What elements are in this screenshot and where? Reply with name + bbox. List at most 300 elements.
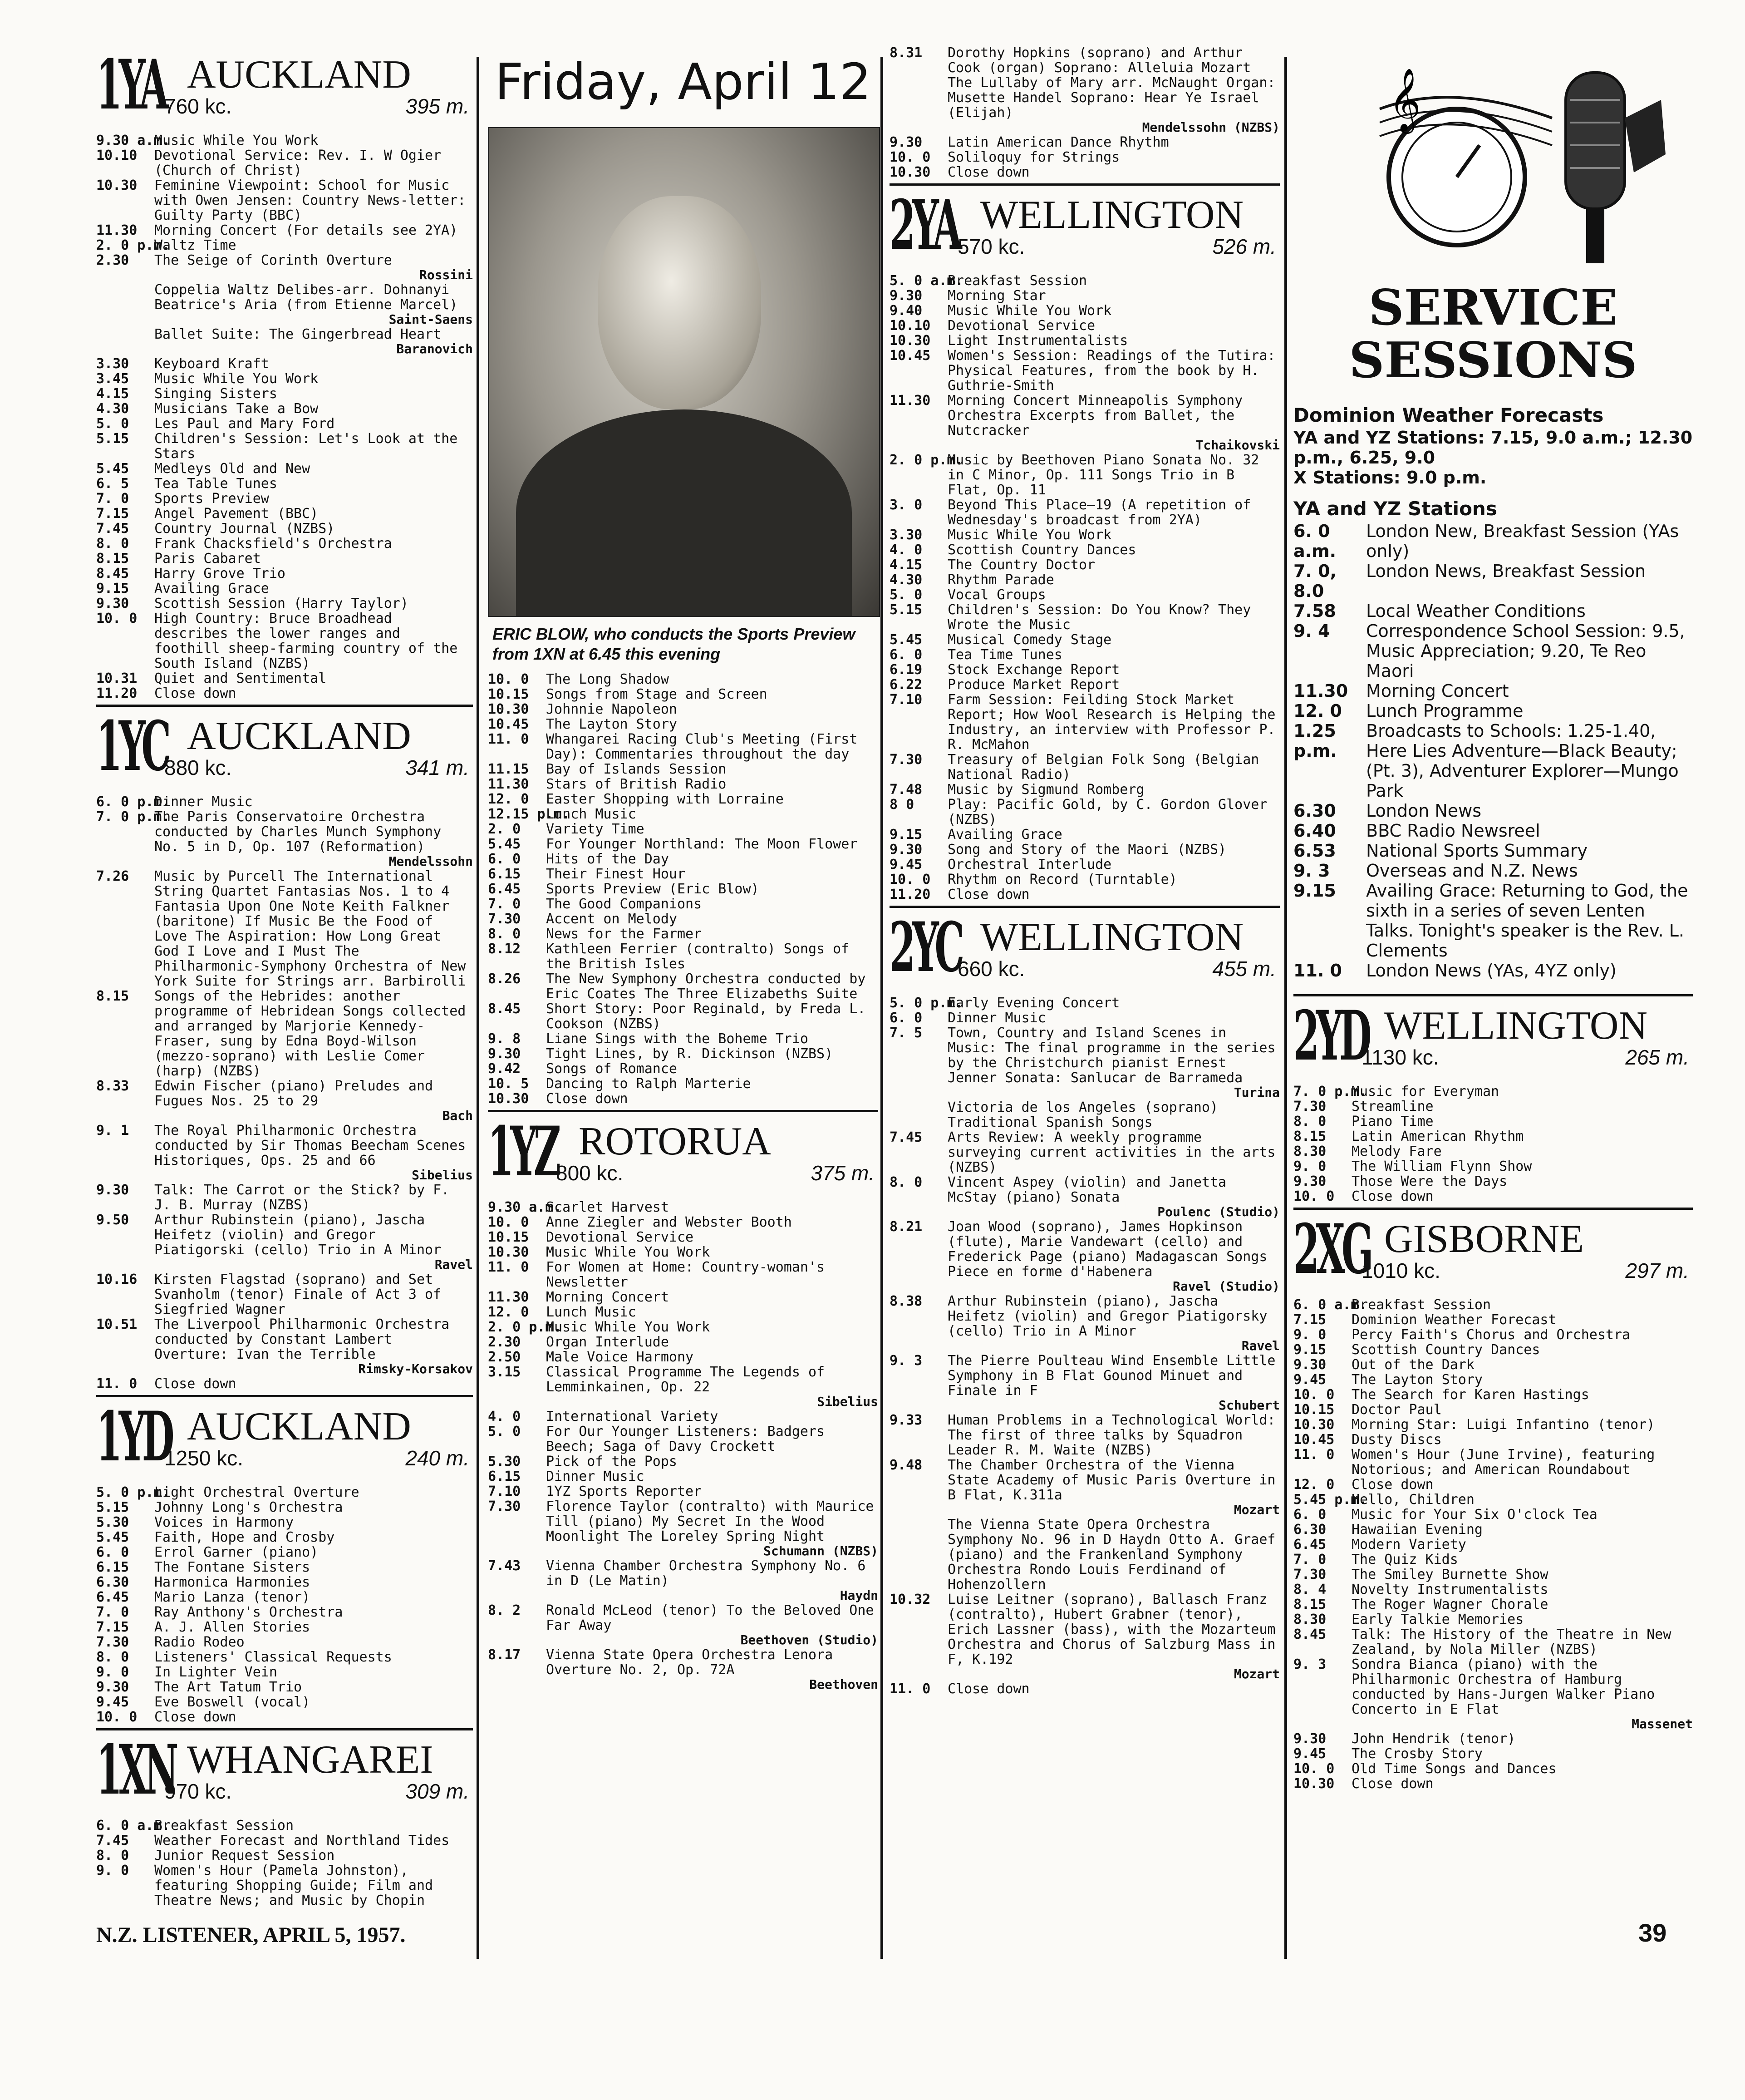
programme-row	[96, 401, 473, 416]
programme-time: 8.26	[488, 971, 521, 987]
programme-time: 10. 0	[488, 1214, 529, 1230]
programme-row	[890, 1294, 1280, 1339]
programme-title: Coppelia Waltz Delibes-arr. Dohnanyi	[154, 282, 450, 298]
station-frequency: 970 kc.	[164, 1780, 232, 1803]
service-row	[1293, 561, 1693, 601]
programme-row	[96, 1560, 473, 1575]
programme-time: 10. 0	[488, 671, 529, 687]
programme-title: Women's Hour (June Irvine), featuring Notorious; and American Roundabout	[1352, 1447, 1655, 1478]
station-call-sign: 2YD	[1293, 996, 1368, 1076]
programme-time: 10.30	[488, 1091, 529, 1107]
programme-time: 7. 0 p.m.	[96, 809, 170, 825]
programme-row	[890, 827, 1280, 842]
programme-title: In Lighter Vein	[154, 1664, 277, 1680]
programme-row	[488, 897, 878, 912]
programme-title: Their Finest Hour	[546, 866, 686, 882]
programme-row	[890, 542, 1280, 557]
programme-row	[96, 1079, 473, 1109]
service-row	[1293, 861, 1693, 881]
programme-title: Beatrice's Aria (from Etienne Marcel)	[154, 297, 458, 313]
composer: Sibelius	[412, 1168, 473, 1183]
station-wavelength: 240 m.	[405, 1446, 469, 1470]
programme-time: 9.15	[890, 827, 923, 843]
programme-title: Breakfast Session	[1352, 1297, 1491, 1313]
programme-time: 5.15	[96, 431, 129, 447]
programme-time: 11. 0	[1293, 1447, 1335, 1463]
service-title: Broadcasts to Schools: 1.25-1.40, Here Lies Adventure—Black Beauty; (Pt. 3), Adventurer Explorer—Mungo Park	[1366, 721, 1679, 801]
programme-time: 7. 5	[890, 1025, 923, 1041]
service-time: 11. 0	[1293, 961, 1342, 981]
programme-title: Vocal Groups	[948, 587, 1046, 603]
programme-time: 5. 0 a.m.	[890, 273, 963, 289]
programme-time: 6.15	[488, 866, 521, 882]
programme-time: 6.19	[890, 662, 923, 678]
programme-row	[96, 416, 473, 431]
programme-row	[96, 1665, 473, 1680]
programme-title: Women's Session: Readings of the Tutira: Physical Features, from the book by H. Guthrie-Smith	[948, 348, 1276, 394]
portrait-face	[598, 196, 761, 409]
programme-row	[1293, 1746, 1693, 1761]
programme-title: Soliloquy for Strings	[948, 149, 1120, 165]
programme-time: 10.45	[1293, 1432, 1335, 1448]
programme-title: Close down	[546, 1091, 628, 1107]
programme-time: 8.30	[1293, 1144, 1327, 1159]
composer: Beethoven	[809, 1677, 878, 1692]
programme-time: 7. 0 p.m.	[1293, 1084, 1367, 1099]
programme-title: Errol Garner (piano)	[154, 1544, 319, 1560]
programme-time: 8. 0	[96, 536, 129, 552]
service-time: 6. 0 a.m.	[1293, 521, 1337, 561]
programme-row	[890, 453, 1280, 498]
programme-title: Morning Star: Luigi Infantino (tenor)	[1352, 1417, 1655, 1433]
programme-title: Feminine Viewpoint: School for Music with Owen Jensen: Country News-letter: Guilty Party (BBC)	[154, 177, 466, 223]
programme-time: 8.17	[488, 1647, 521, 1663]
programme-row	[1293, 1492, 1693, 1507]
service-title: Overseas and N.Z. News	[1366, 861, 1578, 881]
programme-row	[1293, 1357, 1693, 1372]
station-call-sign: 1XN	[96, 1730, 175, 1810]
programme-row	[96, 461, 473, 476]
programme-title: Scarlet Harvest	[546, 1199, 669, 1215]
programme-title: Musical Comedy Stage	[948, 632, 1112, 648]
programme-title: Johnnie Napoleon	[546, 701, 677, 717]
programme-title: Novelty Instrumentalists	[1352, 1582, 1548, 1597]
programme-title: Johnny Long's Orchestra	[154, 1499, 343, 1515]
programme-title: Beyond This Place—19 (A repetition of Wednesday's broadcast from 2YA)	[948, 497, 1251, 528]
programme-time	[96, 327, 154, 342]
station-header	[488, 1112, 878, 1197]
programme-title: Close down	[154, 1709, 236, 1725]
programme-title: Easter Shopping with Lorraine	[546, 791, 784, 807]
composer: Mozart	[1234, 1502, 1280, 1517]
programme-row	[488, 1046, 878, 1061]
programme-row	[488, 1076, 878, 1091]
programme-title: John Hendrik (tenor)	[1352, 1731, 1516, 1747]
programme-title: Victoria de los Angeles (soprano) Traditional Spanish Songs	[948, 1099, 1219, 1130]
programme-time: 5. 0	[96, 416, 129, 432]
programme-title: Morning Star	[948, 288, 1046, 304]
station-call-sign: 2YA	[890, 185, 959, 265]
station-frequency: 1130 kc.	[1362, 1045, 1439, 1069]
composer: Bach	[442, 1108, 473, 1123]
composer: Massenet	[1632, 1716, 1693, 1731]
programme-row	[96, 581, 473, 596]
column-divider	[880, 57, 883, 1959]
programme-time: 3.30	[890, 527, 923, 543]
programme-title: Vienna State Opera Orchestra Lenora Overture No. 2, Op. 72A	[546, 1647, 833, 1678]
programme-row	[890, 692, 1280, 752]
programme-title: Orchestral Interlude	[948, 857, 1112, 873]
programme-time: 9.15	[96, 581, 129, 596]
station-header	[96, 45, 473, 130]
programme-time: 11.30	[96, 222, 138, 238]
programme-time: 10.15	[488, 686, 529, 702]
programme-row	[890, 572, 1280, 587]
programme-row	[1293, 1432, 1693, 1447]
programme-title: Melody Fare	[1352, 1144, 1442, 1159]
programme-row	[488, 1061, 878, 1076]
service-row	[1293, 821, 1693, 841]
programme-time: 9.30	[1293, 1731, 1327, 1747]
programme-row	[96, 989, 473, 1079]
programme-time: 9. 8	[488, 1031, 521, 1047]
programme-title: Angel Pavement (BBC)	[154, 506, 319, 522]
station-header	[96, 1730, 473, 1815]
programme-time: 8. 0	[890, 1174, 923, 1190]
programme-row	[890, 1592, 1280, 1667]
column-divider	[1284, 57, 1287, 1959]
programme-row	[488, 672, 878, 687]
station-city: WELLINGTON	[980, 193, 1244, 237]
programme-row	[890, 1025, 1280, 1085]
programme-time: 4.30	[96, 401, 129, 417]
programme-time: 9.40	[890, 303, 923, 319]
programme-title: Streamline	[1352, 1099, 1434, 1114]
station-header	[1293, 996, 1693, 1081]
programme-row	[488, 687, 878, 702]
programme-title: Close down	[154, 1376, 236, 1392]
programme-title: Music for Everyman	[1352, 1084, 1499, 1099]
programme-row	[488, 1469, 878, 1484]
programme-time: 6.30	[1293, 1522, 1327, 1538]
programme-row	[488, 1320, 878, 1335]
programme-time: 9.45	[96, 1694, 129, 1710]
programme-title: Musicians Take a Bow	[154, 401, 319, 417]
programme-row	[1293, 1297, 1693, 1312]
programme-row	[96, 506, 473, 521]
programme-time: 8.31	[890, 45, 923, 61]
programme-row	[890, 1219, 1280, 1279]
programme-row	[1293, 1597, 1693, 1612]
programme-row	[890, 498, 1280, 527]
programme-title: Light Instrumentalists	[948, 333, 1128, 349]
programme-row	[96, 1272, 473, 1317]
service-row	[1293, 621, 1693, 681]
station-wavelength: 341 m.	[405, 756, 469, 779]
portrait-photo	[488, 127, 880, 617]
programme-title: Devotional Service	[546, 1229, 694, 1245]
programme-time: 7.10	[890, 692, 923, 708]
programme-time: 8.45	[488, 1001, 521, 1017]
programme-row	[488, 927, 878, 942]
service-time: 9. 4	[1293, 621, 1330, 641]
programme-row	[890, 1458, 1280, 1503]
svg-text:𝄞: 𝄞	[1389, 68, 1421, 131]
programme-row	[1293, 1552, 1693, 1567]
composer: Turina	[1234, 1085, 1280, 1100]
programme-time: 6. 0	[890, 647, 923, 663]
programme-row	[1293, 1174, 1693, 1189]
programme-time: 9. 0	[1293, 1327, 1327, 1343]
programme-time: 10.31	[96, 670, 138, 686]
programme-time: 3. 0	[890, 497, 923, 513]
programme-time: 8.15	[1293, 1129, 1327, 1144]
composer: Poulenc (Studio)	[1157, 1204, 1280, 1219]
programme-time: 4.30	[890, 572, 923, 588]
station-wavelength: 265 m.	[1625, 1045, 1689, 1069]
programme-row	[890, 318, 1280, 333]
programme-time: 8 0	[890, 797, 914, 813]
programme-row	[890, 842, 1280, 857]
programme-time: 7.45	[890, 1129, 923, 1145]
programme-title: Talk: The Carrot or the Stick? by F. J. B. Murray (NZBS)	[154, 1182, 450, 1213]
programme-row	[1293, 1537, 1693, 1552]
station-header	[890, 185, 1280, 271]
programme-row	[96, 356, 473, 371]
programme-time: 10. 0	[890, 149, 931, 165]
programme-title: The William Flynn Show	[1352, 1158, 1532, 1174]
programme-title: Percy Faith's Chorus and Orchestra	[1352, 1327, 1631, 1343]
programme-title: Rhythm on Record (Turntable)	[948, 872, 1177, 887]
programme-title: Treasury of Belgian Folk Song (Belgian National Radio)	[948, 752, 1259, 783]
composer: Ravel	[434, 1257, 473, 1272]
programme-title: Stars of British Radio	[546, 776, 727, 792]
programme-row	[96, 253, 473, 268]
programme-row	[1293, 1627, 1693, 1657]
programme-row	[1293, 1312, 1693, 1327]
programme-time: 7.30	[488, 1499, 521, 1514]
programme-title: Close down	[948, 887, 1030, 902]
service-time: 6.40	[1293, 821, 1336, 841]
programme-time: 8.21	[890, 1219, 923, 1235]
programme-time: 2.30	[96, 252, 129, 268]
programme-title: Early Talkie Memories	[1352, 1612, 1524, 1627]
programme-time	[96, 282, 154, 297]
programme-row	[890, 632, 1280, 647]
programme-row	[1293, 1761, 1693, 1776]
programme-row	[1293, 1582, 1693, 1597]
programme-title: Hits of the Day	[546, 851, 669, 867]
programme-title: Scottish Country Dances	[1352, 1342, 1540, 1358]
programme-row	[488, 1230, 878, 1245]
programme-title: Music While You Work	[546, 1319, 710, 1335]
programme-time: 7.30	[1293, 1099, 1327, 1114]
programme-title: The Pierre Poulteau Wind Ensemble Little Symphony in B Flat Gounod Minuet and Finale in F	[948, 1353, 1276, 1399]
programme-time: 3.45	[96, 371, 129, 387]
programme-title: Lunch Music	[546, 806, 636, 822]
programme-time: 4.15	[96, 386, 129, 402]
programme-time: 10. 5	[488, 1076, 529, 1092]
programme-row	[890, 996, 1280, 1011]
service-row	[1293, 601, 1693, 621]
programme-title: Mario Lanza (tenor)	[154, 1589, 310, 1605]
programme-time: 9.15	[1293, 1342, 1327, 1358]
service-time: 12. 0	[1293, 701, 1342, 721]
programme-row	[1293, 1387, 1693, 1402]
programme-row	[1293, 1144, 1693, 1159]
programme-row	[1293, 1522, 1693, 1537]
programme-row	[96, 491, 473, 506]
programme-row	[96, 1183, 473, 1213]
programme-time: 5.30	[96, 1514, 129, 1530]
programme-row	[488, 807, 878, 822]
programme-title: The Chamber Orchestra of the Vienna State Academy of Music Paris Overture in B Flat, K.311a	[948, 1457, 1276, 1503]
programme-title: Latin American Rhythm	[1352, 1129, 1524, 1144]
programme-title: Music by Sigmund Romberg	[948, 782, 1145, 798]
programme-title: Play: Pacific Gold, by C. Gordon Glover (NZBS)	[948, 797, 1268, 828]
programme-title: Liane Sings with the Boheme Trio	[546, 1031, 808, 1047]
composer: Beethoven (Studio)	[740, 1632, 878, 1647]
programme-time: 10.30	[96, 177, 138, 193]
service-title: London News (YAs, 4YZ only)	[1366, 961, 1617, 981]
programme-title: Joan Wood (soprano), James Hopkinson (flute), Marie Vandewart (cello) and Frederick Page (piano) Madagascan Songs Piece en forme d'Habenera	[948, 1219, 1268, 1280]
composer: Tchaikovski	[1195, 438, 1280, 453]
programme-title: Devotional Service	[948, 318, 1096, 334]
programme-time: 12. 0	[488, 791, 529, 807]
programme-row	[96, 178, 473, 223]
programme-row	[96, 869, 473, 989]
programme-time: 7.30	[890, 752, 923, 768]
programme-row	[890, 527, 1280, 542]
programme-title: Scottish Session (Harry Taylor)	[154, 596, 408, 611]
programme-row	[890, 1011, 1280, 1025]
programme-row	[890, 857, 1280, 872]
programme-time: 11.20	[890, 887, 931, 902]
composer: Baranovich	[396, 341, 473, 356]
programme-title: Quiet and Sentimental	[154, 670, 327, 686]
programme-title: For Younger Northland: The Moon Flower	[546, 836, 858, 852]
programme-time: 10.15	[1293, 1402, 1335, 1418]
programme-time: 7.43	[488, 1558, 521, 1574]
photo-caption: ERIC BLOW, who conducts the Sports Preview from 1XN at 6.45 this evening	[492, 625, 855, 663]
station-city: GISBORNE	[1384, 1217, 1584, 1261]
programme-time: 4.15	[890, 557, 923, 573]
programme-row	[890, 887, 1280, 902]
programme-row	[488, 1365, 878, 1395]
programme-time: 8. 0	[96, 1649, 129, 1665]
programme-row	[1293, 1776, 1693, 1791]
programme-row	[890, 1100, 1280, 1130]
programme-title: The Country Doctor	[948, 557, 1096, 573]
programme-time: 6. 0	[890, 1010, 923, 1026]
programme-row	[96, 566, 473, 581]
programme-title: The Liverpool Philharmonic Orchestra conducted by Constant Lambert Overture: Ivan the Terrible	[154, 1316, 450, 1362]
station-call-sign: 1YA	[96, 45, 165, 125]
station-frequency: 660 kc.	[958, 957, 1025, 981]
programme-row	[1293, 1402, 1693, 1417]
programme-title: Music While You Work	[154, 371, 319, 387]
programme-title: Devotional Service: Rev. I. W Ogier (Church of Christ)	[154, 148, 442, 178]
programme-title: Radio Rodeo	[154, 1634, 245, 1650]
station-wavelength: 297 m.	[1625, 1259, 1689, 1282]
programme-time: 9.50	[96, 1212, 129, 1228]
station-frequency: 800 kc.	[556, 1161, 624, 1185]
programme-title: Human Problems in a Technological World: The first of three talks by Squadron Leader R. M. Waite (NZBS)	[948, 1412, 1276, 1458]
programme-title: Harry Grove Trio	[154, 566, 285, 582]
service-row	[1293, 721, 1693, 801]
programme-time: 9. 3	[1293, 1656, 1327, 1672]
station-frequency: 880 kc.	[164, 756, 232, 779]
programme-row	[1293, 1477, 1693, 1492]
programme-row	[1293, 1342, 1693, 1357]
programme-time: 8. 4	[1293, 1582, 1327, 1597]
portrait-body	[516, 409, 852, 616]
programme-title: Dominion Weather Forecast	[1352, 1312, 1557, 1328]
programme-time: 8. 0	[1293, 1114, 1327, 1129]
programme-time: 8.45	[96, 566, 129, 582]
service-title: Correspondence School Session: 9.5, Music Appreciation; 9.20, Te Reo Maori	[1366, 621, 1685, 681]
programme-title: Ronald McLeod (tenor) To the Beloved One Far Away	[546, 1602, 874, 1633]
programme-time: 11.15	[488, 761, 529, 777]
programme-time: 10.10	[890, 318, 931, 334]
programme-time: 7.15	[96, 1619, 129, 1635]
programme-title: Lunch Music	[546, 1304, 636, 1320]
programme-title: Arts Review: A weekly programme surveying current activities in the arts (NZBS)	[948, 1129, 1276, 1175]
programme-time: 2. 0 p.m.	[96, 237, 170, 253]
programme-time: 7. 0	[488, 896, 521, 912]
programme-title: Old Time Songs and Dances	[1352, 1761, 1557, 1777]
programme-time: 10.45	[890, 348, 931, 364]
station-header	[890, 907, 1280, 993]
programme-title: Breakfast Session	[154, 1818, 294, 1834]
programme-title: Ray Anthony's Orchestra	[154, 1604, 343, 1620]
station-call-sign: 1YD	[96, 1397, 171, 1477]
programme-time: 9.45	[1293, 1372, 1327, 1388]
station-wavelength: 309 m.	[405, 1780, 469, 1803]
programme-title: Hawaiian Evening	[1352, 1522, 1483, 1538]
programme-time: 11.30	[488, 776, 529, 792]
programme-title: Music by Beethoven Piano Sonata No. 32 in C Minor, Op. 111 Songs Trio in B Flat, Op. 11	[948, 452, 1259, 498]
programme-row	[96, 223, 473, 238]
programme-title: The Paris Conservatoire Orchestra conducted by Charles Munch Symphony No. 5 in D, Op. 107 (Reformation)	[154, 809, 442, 855]
programme-title: Sports Preview (Eric Blow)	[546, 881, 759, 897]
programme-row	[890, 1353, 1280, 1398]
programme-row	[1293, 1447, 1693, 1477]
programme-row	[488, 1245, 878, 1260]
programme-title: The Crosby Story	[1352, 1746, 1483, 1762]
programme-title: The Fontane Sisters	[154, 1559, 310, 1575]
column-3	[890, 45, 1280, 1696]
programme-time: 7. 0	[96, 1604, 129, 1620]
programme-time: 8.15	[96, 988, 129, 1004]
programme-row	[488, 1350, 878, 1365]
service-heading: Dominion Weather Forecasts	[1293, 404, 1604, 426]
programme-title: Dorothy Hopkins (soprano) and Arthur Cook (organ) Soprano: Alleluia Mozart The Lullaby of Mary arr. McNaught Organ: Musette Handel Soprano: Hear Ye Israel (Elijah)	[948, 45, 1276, 121]
programme-row	[1293, 1099, 1693, 1114]
programme-title: Music While You Work	[154, 133, 319, 148]
programme-title: Arthur Rubinstein (piano), Jascha Heifetz (violin) and Gregor Piatigorsky (cello) Trio in A Minor	[948, 1293, 1268, 1339]
service-time: 6.53	[1293, 841, 1336, 861]
programme-row	[1293, 1372, 1693, 1387]
programme-title: Organ Interlude	[546, 1334, 669, 1350]
programme-row	[488, 1031, 878, 1046]
programme-title: The New Symphony Orchestra conducted by Eric Coates The Three Elizabeths Suite	[546, 971, 866, 1002]
programme-title: The Search for Karen Hastings	[1352, 1387, 1589, 1403]
programme-time: 8.12	[488, 941, 521, 957]
programme-row	[96, 1680, 473, 1695]
service-row	[1293, 681, 1693, 701]
programme-time: 11.30	[890, 393, 931, 409]
